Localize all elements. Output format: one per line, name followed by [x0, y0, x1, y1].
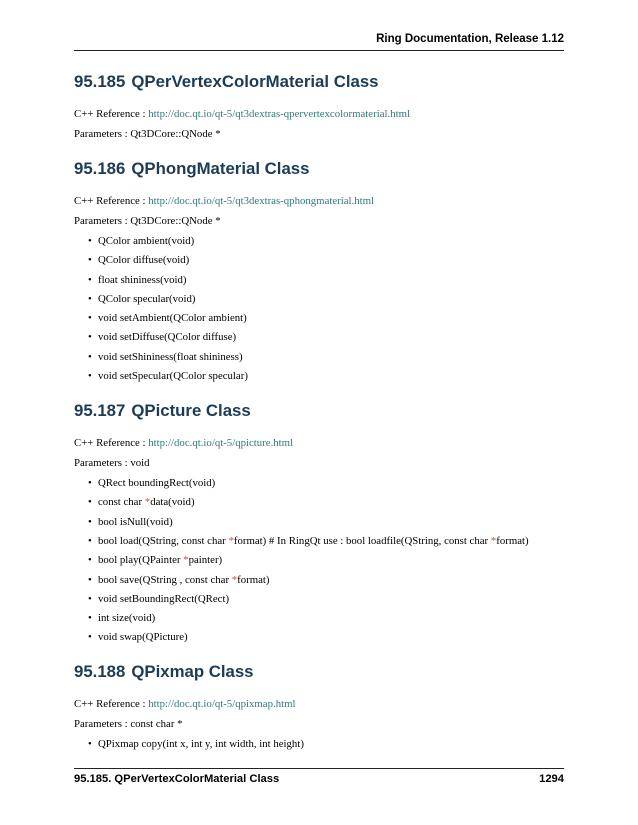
method-signature: const char *data(void) — [98, 496, 195, 509]
section-heading — [74, 72, 564, 92]
method-signature: bool save(QString , const char *format) — [98, 573, 270, 586]
method-signature: QColor ambient(void) — [98, 235, 195, 247]
running-header — [74, 33, 564, 51]
method-item — [88, 351, 564, 364]
method-list — [74, 738, 564, 751]
method-item — [88, 477, 564, 490]
method-item — [88, 593, 564, 606]
bullet-icon: • — [88, 235, 92, 247]
section-number: 95.185 — [74, 72, 126, 91]
method-item — [88, 370, 564, 383]
method-signature: void setBoundingRect(QRect) — [98, 592, 230, 605]
section-heading — [74, 401, 564, 421]
section-number: 95.187 — [74, 401, 126, 421]
method-signature: void setSpecular(QColor specular) — [98, 370, 248, 383]
method-item — [88, 312, 564, 325]
method-item — [88, 574, 564, 587]
pointer-asterisk: * — [490, 534, 497, 547]
method-signature: QColor diffuse(void) — [98, 254, 190, 267]
method-list — [74, 235, 564, 383]
parameters: Parameters : Qt3DCore::QNode * — [74, 128, 221, 140]
section-title: QPicture Class — [131, 401, 251, 421]
footer-section: 95.185. QPerVertexColorMaterial Class — [74, 773, 280, 785]
method-item — [88, 235, 564, 248]
method-item — [88, 496, 564, 509]
method-signature: void setShininess(float shininess) — [98, 350, 243, 363]
cpp-reference-link[interactable]: http://doc.qt.io/qt-5/qt3dextras-qpervertexcolormaterial.html — [148, 108, 410, 120]
section-number: 95.186 — [74, 159, 126, 178]
bullet-icon: • — [88, 370, 92, 383]
method-item — [88, 535, 564, 548]
method-item — [88, 516, 564, 529]
method-signature: int size(void) — [98, 612, 156, 625]
bullet-icon: • — [88, 331, 92, 344]
bullet-icon: • — [88, 554, 92, 567]
method-item — [88, 612, 564, 625]
bullet-icon: • — [88, 592, 92, 605]
bullet-icon: • — [88, 515, 92, 528]
bullet-icon: • — [88, 292, 92, 305]
pointer-asterisk: * — [144, 496, 151, 509]
method-list — [74, 477, 564, 644]
cpp-reference — [74, 698, 564, 711]
header-title: Ring Documentation, Release 1.12 — [376, 33, 564, 45]
method-item — [88, 293, 564, 306]
page-number: 1294 — [539, 773, 564, 785]
cpp-reference-label: C++ Reference : — [74, 698, 149, 711]
pointer-asterisk: * — [231, 573, 238, 586]
parameters: Parameters : void — [74, 457, 150, 470]
bullet-icon: • — [88, 496, 92, 509]
bullet-icon: • — [88, 738, 92, 751]
bullet-icon: • — [88, 350, 92, 363]
bullet-icon: • — [88, 612, 92, 625]
method-item — [88, 738, 564, 751]
cpp-reference — [74, 437, 564, 450]
cpp-reference-label: C++ Reference : — [74, 108, 149, 120]
method-item — [88, 554, 564, 567]
method-signature: bool play(QPainter *painter) — [98, 554, 223, 567]
page-content — [74, 72, 564, 758]
bullet-icon: • — [88, 273, 92, 286]
section-title: QPixmap Class — [131, 662, 254, 682]
method-signature: void setDiffuse(QColor diffuse) — [98, 331, 237, 344]
section-95-186 — [74, 159, 564, 383]
method-item — [88, 274, 564, 287]
section-95-187 — [74, 401, 564, 644]
cpp-reference-label: C++ Reference : — [74, 437, 149, 450]
cpp-reference — [74, 195, 564, 208]
parameters: Parameters : Qt3DCore::QNode * — [74, 215, 221, 227]
cpp-reference-link[interactable]: http://doc.qt.io/qt-5/qpicture.html — [148, 437, 294, 450]
pointer-asterisk: * — [183, 554, 189, 567]
method-signature: QPixmap copy(int x, int y, int width, int height) — [98, 738, 304, 751]
running-footer — [74, 768, 564, 785]
bullet-icon: • — [88, 534, 92, 547]
section-heading — [74, 662, 564, 682]
cpp-reference-link[interactable]: http://doc.qt.io/qt-5/qt3dextras-qphongmaterial.html — [148, 195, 375, 207]
method-signature: QRect boundingRect(void) — [98, 477, 216, 490]
method-signature: bool isNull(void) — [98, 515, 173, 528]
section-title: QPerVertexColorMaterial Class — [131, 72, 379, 91]
method-item — [88, 331, 564, 344]
cpp-reference — [74, 108, 564, 121]
bullet-icon: • — [88, 477, 92, 490]
method-signature: void swap(QPicture) — [98, 631, 188, 644]
pointer-asterisk: * — [228, 534, 234, 547]
bullet-icon: • — [88, 573, 92, 586]
method-item — [88, 631, 564, 644]
cpp-reference-label: C++ Reference : — [74, 195, 149, 207]
parameters: Parameters : const char * — [74, 718, 183, 731]
method-signature: void setAmbient(QColor ambient) — [98, 312, 247, 325]
method-item — [88, 254, 564, 267]
bullet-icon: • — [88, 312, 92, 325]
cpp-reference-link[interactable]: http://doc.qt.io/qt-5/qpixmap.html — [148, 698, 296, 711]
method-signature: bool load(QString, const char *format) # In RingQt use : bool loadfile(QString, const char *format) — [98, 534, 529, 547]
section-title: QPhongMaterial Class — [131, 159, 310, 178]
section-95-188 — [74, 662, 564, 751]
bullet-icon: • — [88, 631, 92, 644]
section-95-185 — [74, 72, 564, 141]
bullet-icon: • — [88, 254, 92, 267]
section-number: 95.188 — [74, 662, 126, 682]
method-signature: QColor specular(void) — [98, 292, 196, 305]
section-heading — [74, 159, 564, 179]
method-signature: float shininess(void) — [98, 273, 187, 286]
